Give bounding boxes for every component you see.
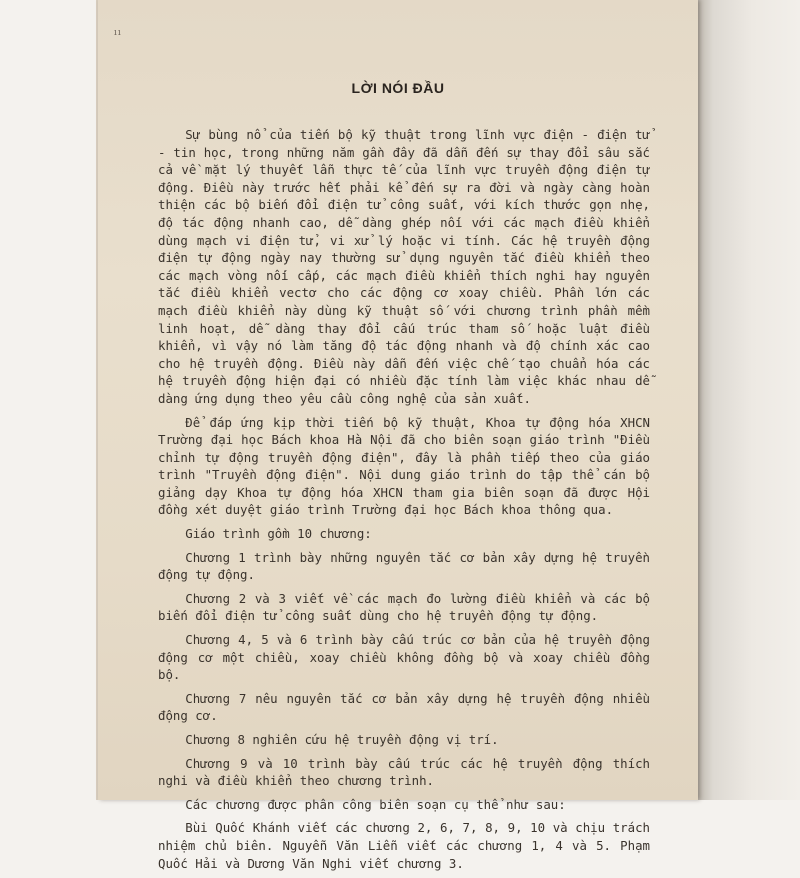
paragraph-chapter-count: Giáo trình gồm 10 chương: bbox=[185, 526, 372, 542]
paragraph-chapter-9-10: Chương 9 và 10 trình bày cấu trúc các hệ truyền động thích nghi và điều khiển theo chương trình. bbox=[158, 755, 650, 789]
paragraph-intro: Sự bùng nổ của tiến bộ kỹ thuật trong lĩnh vực điện - điện tử - tin học, trong những năm gần đây đã dẫn đến sự thay đổi sâu sắc cả về mặt lý thuyết lẫn thực tế của lĩnh vực truyền động điện tự động. Điều này trước hết phải kể đến sự ra đời và ngày càng hoàn thiện các bộ biến đổi điện tử công suất, với kích thước gọn nhẹ, độ tác động nhanh cao, dễ dàng ghép nối với các mạch điều khiển dùng mạch vi điện tử, vi xử lý hoặc vi tính. Các hệ truyền động điện tự động ngày nay thường sử dụng nguyên tắc điều khiển theo các mạch vòng nối cấp, các mạch điều khiển thích nghi hay nguyên tắc điều khiển vectơ cho các động cơ xoay chiều. Phần lớn các mạch điều khiển này dùng kỹ thuật số với chương trình phần mềm linh hoạt, dễ dàng thay đổi cấu trúc tham số hoặc luật điều khiển, vì vậy nó làm tăng độ tác động nhanh và độ chính xác cao cho hệ truyền động. Điều này dẫn đến việc chế tạo chuẩn hóa các hệ truyền động hiện đại có nhiều đặc tính làm việc khác nhau dễ dàng ứng dụng theo yêu cầu công nghệ của sản xuất. bbox=[158, 127, 650, 406]
paragraph-chapter-8: Chương 8 nghiên cứu hệ truyền động vị trí. bbox=[185, 732, 499, 747]
paragraph-chapter-7: Chương 7 nêu nguyên tắc cơ bản xây dựng hệ truyền động nhiều động cơ. bbox=[158, 690, 650, 724]
background-surface bbox=[694, 0, 800, 800]
preface-body bbox=[158, 126, 650, 878]
paragraph-authors: Bùi Quốc Khánh viết các chương 2, 6, 7, 8, 9, 10 và chịu trách nhiệm chủ biên. Nguyễn Văn Liễn viết các chương 1, 4 và 5. Phạm Quốc Hải và Dương Văn Nghi viết chương 3. bbox=[158, 820, 650, 871]
paragraph-chapter-2-3: Chương 2 và 3 viết về các mạch đo lường điều khiển và các bộ biến đổi điện tử công suất dùng cho hệ truyền động tự động. bbox=[158, 590, 650, 624]
page-heading: LỜI NÓI ĐẦU bbox=[351, 80, 445, 96]
corner-mark: ıı bbox=[114, 28, 122, 38]
paragraph-chapter-1: Chương 1 trình bày những nguyên tắc cơ bản xây dựng hệ truyền động tự động. bbox=[158, 549, 650, 583]
paragraph-chapter-4-6: Chương 4, 5 và 6 trình bày cấu trúc cơ bản của hệ truyền động động cơ một chiều, xoay chiều không đồng bộ và xoay chiều đồng bộ. bbox=[158, 632, 650, 683]
book-page bbox=[98, 0, 698, 871]
paragraph-purpose: Để đáp ứng kịp thời tiến bộ kỹ thuật, Khoa tự động hóa XHCN Trường đại học Bách khoa Hà Nội đã cho biên soạn giáo trình "Điều chỉnh tự động truyền động điện", đây là phần tiếp theo của giáo trình "Truyền động điện". Nội dung giáo trình do tập thể cán bộ giảng dạy Khoa tự động hóa XHCN tham gia biên soạn đã được Hội đồng xét duyệt giáo trình Trường đại học Bách khoa thông qua. bbox=[158, 414, 650, 518]
paragraph-assignment-intro: Các chương được phân công biên soạn cụ thể như sau: bbox=[185, 796, 566, 812]
